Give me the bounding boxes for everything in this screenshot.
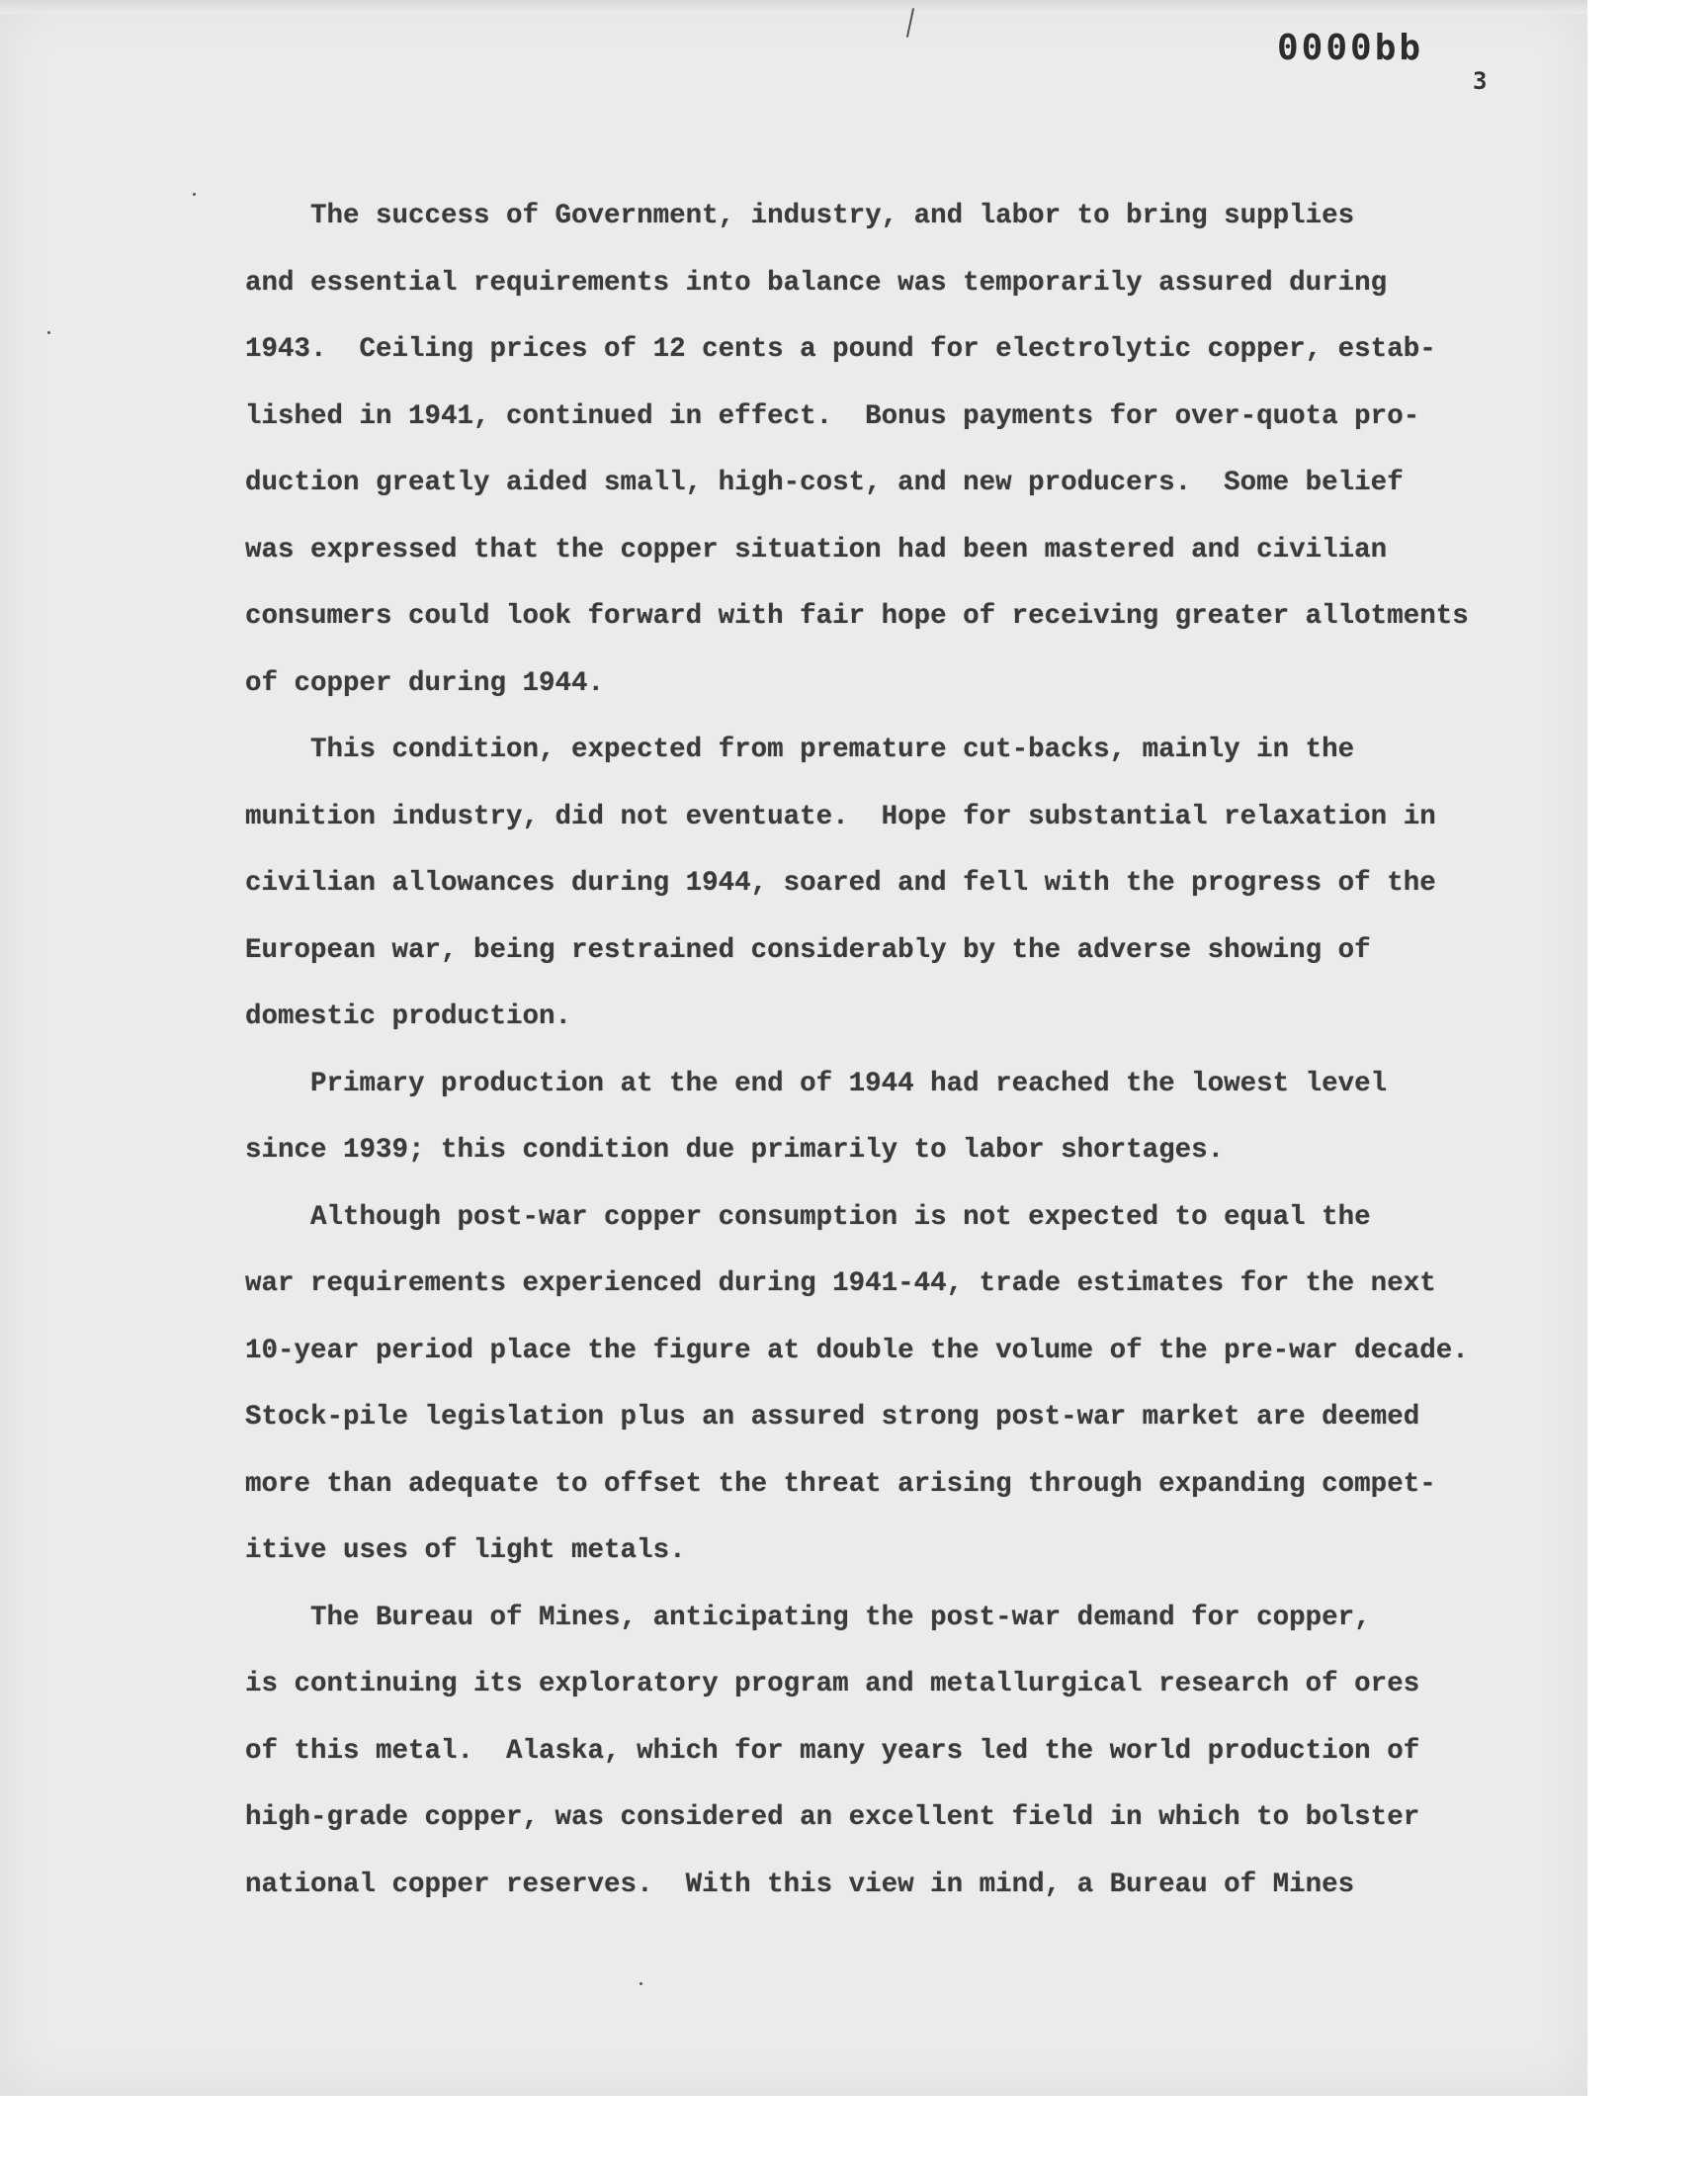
text-line: high-grade copper, was considered an excellent field in which to bolster [245,1802,1420,1833]
text-line: European war, being restrained considerably by the adverse showing of [245,934,1371,966]
text-line: was expressed that the copper situation had been mastered and civilian [245,534,1388,566]
text-line: Stock-pile legislation plus an assured strong post-war market are deemed [245,1402,1420,1433]
text-line: munition industry, did not eventuate. Hope for substantial relaxation in [245,801,1436,832]
text-line: This condition, expected from premature cut-backs, mainly in the [245,735,1355,765]
text-line: consumers could look forward with fair hope of receiving greater allotments [245,601,1469,632]
text-line: war requirements experienced during 1941-44, trade estimates for the next [245,1268,1436,1299]
text-line: national copper reserves. With this view in mind, a Bureau of Mines [245,1869,1355,1900]
text-line: itive uses of light metals. [245,1535,686,1566]
text-line: Although post-war copper consumption is not expected to equal the [245,1201,1371,1233]
text-line: domestic production. [245,1001,572,1032]
text-line: Primary production at the end of 1944 had reached the lowest level [245,1068,1388,1099]
text-line: is continuing its exploratory program and metallurgical research of ores [245,1669,1420,1699]
paper-speck [193,193,196,196]
paper-speck [47,331,50,334]
document-number: 0000bb [1277,28,1424,68]
text-line: and essential requirements into balance was temporarily assured during [245,267,1388,299]
text-line: The Bureau of Mines, anticipating the post-war demand for copper, [245,1602,1371,1633]
paper-speck [640,1982,642,1985]
text-line: The success of Government, industry, and labor to bring supplies [245,201,1355,231]
body-text [245,183,1510,1918]
text-line: civilian allowances during 1944, soared and fell with the progress of the [245,868,1436,899]
text-line: of copper during 1944. [245,667,605,699]
text-line: lished in 1941, continued in effect. Bonus payments for over-quota pro- [245,400,1420,432]
text-line: duction greatly aided small, high-cost, and new producers. Some belief [245,468,1404,498]
page-number: 3 [1473,67,1488,95]
text-line: more than adequate to offset the threat arising through expanding compet- [245,1468,1436,1500]
text-line: 1943. Ceiling prices of 12 cents a pound for electrolytic copper, estab- [245,334,1436,365]
text-line: of this metal. Alaska, which for many years led the world production of [245,1735,1420,1767]
text-line: since 1939; this condition due primarily to labor shortages. [245,1135,1225,1166]
text-line: 10-year period place the figure at double the volume of the pre-war decade. [245,1335,1469,1366]
page-top-edge [0,0,1587,14]
